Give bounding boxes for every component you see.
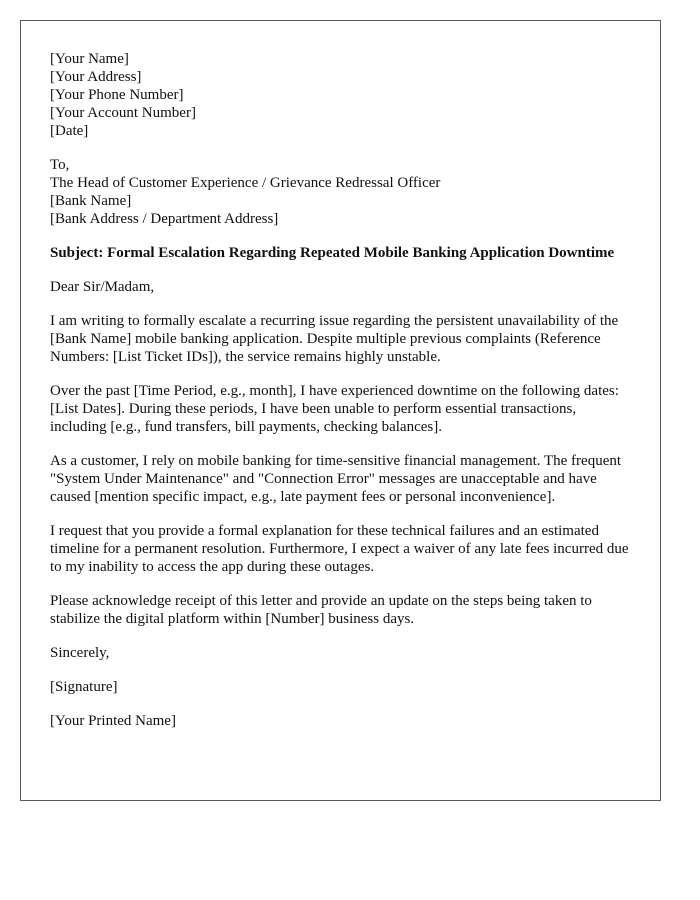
spacer [50, 228, 632, 244]
spacer [50, 262, 632, 278]
sender-account-number: [Your Account Number] [50, 105, 196, 121]
recipient-to: To, [50, 157, 70, 173]
spacer [50, 662, 632, 678]
letter-date: [Date] [50, 123, 89, 139]
salutation: Dear Sir/Madam, [50, 279, 155, 295]
recipient-bank-address: [Bank Address / Department Address] [50, 211, 279, 227]
spacer [50, 506, 632, 522]
sender-address: [Your Address] [50, 69, 142, 85]
spacer [50, 296, 632, 312]
spacer [50, 628, 632, 644]
recipient-bank-name: [Bank Name] [50, 193, 132, 209]
sender-name: [Your Name] [50, 51, 129, 67]
body-paragraph: Please acknowledge receipt of this letter and provide an update on the steps being taken to stabilize the digital platform within [Number] business days. [50, 593, 592, 627]
spacer [50, 436, 632, 452]
closing: Sincerely, [50, 645, 110, 661]
letter-page [20, 20, 661, 801]
spacer [50, 140, 632, 156]
spacer [50, 696, 632, 712]
recipient-title: The Head of Customer Experience / Grievance Redressal Officer [50, 175, 441, 191]
spacer [50, 576, 632, 592]
body-paragraph: Over the past [Time Period, e.g., month], I have experienced downtime on the following dates: [List Dates]. During these periods, I have been unable to perform essential transactions, including [e.g., fund transfers, bill payments, checking balances]. [50, 383, 619, 435]
body-paragraph: I am writing to formally escalate a recurring issue regarding the persistent unavailability of the [Bank Name] mobile banking application. Despite multiple previous complaints (Reference Numbers: [List Ticket IDs]), the service remains highly unstable. [50, 313, 619, 365]
body-paragraph: As a customer, I rely on mobile banking for time-sensitive financial management. The frequent "System Under Maintenance" and "Connection Error" messages are unacceptable and have caused [mention specific impact, e.g., late payment fees or personal inconvenience]. [50, 453, 622, 505]
printed-name: [Your Printed Name] [50, 713, 176, 729]
sender-block [50, 50, 632, 140]
spacer [50, 366, 632, 382]
sender-phone: [Your Phone Number] [50, 87, 184, 103]
subject-line: Subject: Formal Escalation Regarding Repeated Mobile Banking Application Downtime [50, 245, 615, 261]
recipient-block [50, 156, 632, 228]
signature-placeholder: [Signature] [50, 679, 118, 695]
body-paragraph: I request that you provide a formal explanation for these technical failures and an estimated timeline for a permanent resolution. Furthermore, I expect a waiver of any late fees incurred due to my inability to access the app during these outages. [50, 523, 629, 575]
